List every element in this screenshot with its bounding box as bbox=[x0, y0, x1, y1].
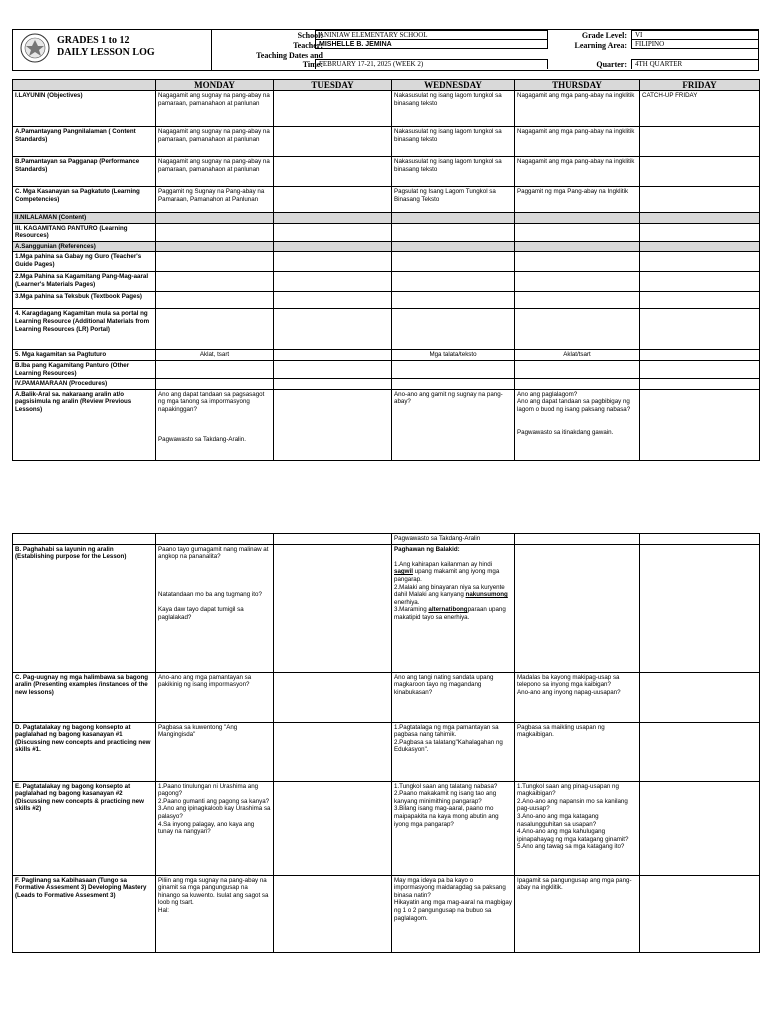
mon-cell bbox=[156, 223, 274, 241]
wed-cell bbox=[392, 252, 515, 272]
header-box bbox=[12, 29, 759, 71]
dates-label-1: Teaching Dates and bbox=[256, 51, 323, 60]
thu-cell bbox=[515, 360, 640, 378]
row-label: II.NILALAMAN (Content) bbox=[13, 213, 156, 224]
table-row bbox=[13, 213, 760, 224]
title-line2: DAILY LESSON LOG bbox=[57, 47, 155, 58]
mon-cell: Pagbasa sa kuwentong "Ang Mangingisda" bbox=[156, 722, 274, 781]
wed-cell bbox=[392, 292, 515, 309]
row-label: 5. Mga kagamitan sa Pagtuturo bbox=[13, 350, 156, 361]
wed-cell bbox=[392, 360, 515, 378]
day-header-thursday: THURSDAY bbox=[515, 80, 640, 91]
mon-cell bbox=[156, 292, 274, 309]
thu-cell bbox=[515, 241, 640, 252]
wed-cell bbox=[392, 241, 515, 252]
lesson-log-table-2 bbox=[12, 533, 760, 953]
mon-cell bbox=[156, 309, 274, 350]
underlined-word: alternatibong bbox=[428, 606, 468, 614]
wed-cell: Pagwawasto sa Takdang-Aralin bbox=[392, 534, 515, 545]
thu-cell: 1.Tungkol saan ang pinag-usapan ng magkaibigan? 2.Ano-ano ang napansin mo sa kanilang pag-uusap? 3.Ano-ano ang mga katagang nasalungguhitan sa usapan? 4.Ano-ano ang mga kahulugang ipinapahayag ng mga katagang ginamit? 5.Ano ang tawag sa mga katagang ito? bbox=[515, 781, 640, 875]
thu-cell: Nagagamit ang mga pang-abay na ingklitik bbox=[515, 157, 640, 187]
mon-cell: Piliin ang mga sugnay na pang-abay na ginamit sa mga pangungusap na hinango sa kuwento. Isulat ang sagot sa loob ng tsart. Hal: bbox=[156, 875, 274, 952]
row-label: A.Balik-Aral sa. nakaraang aralin at/o pagsisimula ng aralin (Review Previous Lessons) bbox=[13, 389, 156, 460]
fri-cell bbox=[640, 309, 760, 350]
row-label: IV.PAMAMARAAN (Procedures) bbox=[13, 379, 156, 390]
row-label: C. Mga Kasanayan sa Pagkatuto (Learning Competencies) bbox=[13, 187, 156, 213]
row-label: F. Paglinang sa Kabihasaan (Tungo sa Formative Assesment 3) Developing Mastery (Leads to Formative Assesment 3) bbox=[13, 875, 156, 952]
tue-cell bbox=[274, 875, 392, 952]
wed-cell: May mga ideya pa ba kayo o impormasyong maidaragdag sa paksang binasa natin? Hikayatin ang mga mag-aaral na magbigay ng 1 o 2 pangungusap na bubuo sa paglalagom. bbox=[392, 875, 515, 952]
day-header-wednesday: WEDNESDAY bbox=[392, 80, 515, 91]
balakid-item: 1.Ang kahirapan kailanman ay hindi sagwil upang makamit ang iyong mga pangarap. bbox=[394, 560, 500, 583]
tue-cell bbox=[274, 223, 392, 241]
thu-cell bbox=[515, 309, 640, 350]
wed-cell: Pagsulat ng Isang Lagom Tungkol sa Binasang Teksto bbox=[392, 187, 515, 213]
thu-cell bbox=[515, 292, 640, 309]
fri-cell bbox=[640, 360, 760, 378]
thu-cell bbox=[515, 252, 640, 272]
mon-cell: Ano-ano ang mga pamantayan sa pakikinig ng isang impormasyon? bbox=[156, 672, 274, 722]
fri-cell bbox=[640, 292, 760, 309]
mon-cell: Paano tayo gumagamit nang malinaw at angkop na pananalita? Natatandaan mo ba ang tugmang ito? Kaya daw tayo dapat tumigil sa paglalakad? bbox=[156, 544, 274, 672]
mon-cell: Paggamit ng Sugnay na Pang-abay na Pamaraan, Pamanahon at Panlunan bbox=[156, 187, 274, 213]
tue-cell bbox=[274, 350, 392, 361]
table-row bbox=[13, 534, 760, 545]
fri-cell bbox=[640, 241, 760, 252]
table-row bbox=[13, 544, 760, 672]
wed-cell bbox=[392, 379, 515, 390]
grade-value: VI bbox=[631, 30, 759, 40]
wed-cell: Nakasusulat ng isang lagom tungkol sa binasang teksto bbox=[392, 91, 515, 127]
table-row bbox=[13, 781, 760, 875]
school-label: School: bbox=[297, 31, 323, 40]
thu-cell: Pagbasa sa maikling usapan ng magkaibigan. bbox=[515, 722, 640, 781]
balakid-title: Paghawan ng Balakid: bbox=[394, 545, 460, 553]
fri-cell bbox=[640, 127, 760, 157]
mon-cell: 1.Paano tinulungan ni Urashima ang pagong? 2.Paano gumanti ang pagong sa kanya? 3.Ano ang ipinagkaloob kay Urashima sa palasyo? 4.Sa inyong palagay, ano kaya ang tunay na nangyari? bbox=[156, 781, 274, 875]
thu-cell bbox=[515, 272, 640, 292]
fri-cell bbox=[640, 379, 760, 390]
fri-cell bbox=[640, 252, 760, 272]
thu-cell: Nagagamit ang mga pang-abay na ingklitik bbox=[515, 91, 640, 127]
row-label: 4. Karagdagang Kagamitan mula sa portal ng Learning Resource (Additional Materials from Learning Resources (LR) Portal) bbox=[13, 309, 156, 350]
thu-cell: Paggamit ng mga Pang-abay na Ingklitik bbox=[515, 187, 640, 213]
wed-cell: Nakasusulat ng isang lagom tungkol sa binasang teksto bbox=[392, 157, 515, 187]
balakid-item: 3.Maraming alternatibongparaan upang makatipid tayo sa enerhiya. bbox=[394, 606, 506, 621]
thu-cell bbox=[515, 223, 640, 241]
table-row bbox=[13, 91, 760, 127]
tue-cell bbox=[274, 722, 392, 781]
mon-cell bbox=[156, 379, 274, 390]
fri-cell bbox=[640, 875, 760, 952]
tue-cell bbox=[274, 781, 392, 875]
dates-label-2: Time: bbox=[302, 60, 323, 69]
school-value: ANINIAW ELEMENTARY SCHOOL bbox=[315, 30, 548, 40]
wed-cell bbox=[392, 223, 515, 241]
mon-cell: Aklat, tsart bbox=[156, 350, 274, 361]
teacher-value: MISHELLE B. JEMINA bbox=[315, 39, 548, 49]
fri-cell bbox=[640, 213, 760, 224]
table-row bbox=[13, 360, 760, 378]
mon-cell: Ano ang dapat tandaan sa pagsasagot ng mga tanong sa impormasyong napakinggan? Pagwawasto sa Takdang-Aralin. bbox=[156, 389, 274, 460]
tue-cell bbox=[274, 127, 392, 157]
thu-cell bbox=[515, 213, 640, 224]
tue-cell bbox=[274, 252, 392, 272]
tue-cell bbox=[274, 187, 392, 213]
row-label: A.Pamantayang Pangnilalaman ( Content Standards) bbox=[13, 127, 156, 157]
area-label: Learning Area: bbox=[574, 41, 627, 50]
wed-cell: Nakasusulat ng isang lagom tungkol sa binasang teksto bbox=[392, 127, 515, 157]
mon-cell: Nagagamit ang sugnay na pang-abay na pamaraan, pamanahaon at panlunan bbox=[156, 127, 274, 157]
thu-cell: Ipagamit sa pangungusap ang mga pang-abay na ingklitik. bbox=[515, 875, 640, 952]
table-row bbox=[13, 672, 760, 722]
tue-cell bbox=[274, 379, 392, 390]
wed-cell: 1.Pagtatalaga ng mga pamantayan sa pagbasa nang tahimik. 2.Pagbasa sa talatang"Kahalagahan ng Edukasyon". bbox=[392, 722, 515, 781]
thu-cell bbox=[515, 379, 640, 390]
row-label: C. Pag-uugnay ng mga halimbawa sa bagong aralin (Presenting examples /instances of the new lessons) bbox=[13, 672, 156, 722]
table-row bbox=[13, 157, 760, 187]
fri-cell: CATCH-UP FRIDAY bbox=[640, 91, 760, 127]
table-row bbox=[13, 309, 760, 350]
wed-cell bbox=[392, 309, 515, 350]
thu-cell: Nagagamit ang mga pang-abay na ingklitik bbox=[515, 127, 640, 157]
day-header-monday: MONDAY bbox=[156, 80, 274, 91]
tue-cell bbox=[274, 360, 392, 378]
table-row bbox=[13, 252, 760, 272]
mon-cell: Nagagamit ang sugnay na pang-abay na pamaraan, pamanahaon at panlunan bbox=[156, 157, 274, 187]
quarter-value: 4TH QUARTER bbox=[631, 59, 759, 69]
tue-cell bbox=[274, 292, 392, 309]
tue-cell bbox=[274, 272, 392, 292]
wed-cell: 1.Tungkol saan ang talatang nabasa? 2.Paano makakamit ng isang tao ang kanyang minimithing pangarap? 3.Bilang isang mag-aaral, paano mo maipapakita na kaya mong abutin ang iyong mga pangarap? bbox=[392, 781, 515, 875]
row-label: B.Iba pang Kagamitang Panturo (Other Learning Resources) bbox=[13, 360, 156, 378]
thu-cell: Madalas ba kayong makipag-usap sa telepono sa inyong mga kaibigan? Ano-ano ang inyong napag-uusapan? bbox=[515, 672, 640, 722]
tue-cell bbox=[274, 91, 392, 127]
fri-cell bbox=[640, 672, 760, 722]
row-label: 3.Mga pahina sa Teksbuk (Textbook Pages) bbox=[13, 292, 156, 309]
row-label: B.Pamantayan sa Pagganap (Performance Standards) bbox=[13, 157, 156, 187]
table-row bbox=[13, 272, 760, 292]
row-label: A.Sanggunian (References) bbox=[13, 241, 156, 252]
mon-cell: Nagagamit ang sugnay na pang-abay na pamaraan, pamanahaon at panlunan bbox=[156, 91, 274, 127]
tue-cell bbox=[274, 672, 392, 722]
wed-cell bbox=[392, 213, 515, 224]
row-label: 1.Mga pahina sa Gabay ng Guro (Teacher's Guide Pages) bbox=[13, 252, 156, 272]
tue-cell bbox=[274, 241, 392, 252]
underlined-word: sagwil bbox=[394, 568, 413, 576]
mon-cell bbox=[156, 252, 274, 272]
grade-label: Grade Level: bbox=[581, 31, 627, 40]
dates-value: FEBRUARY 17-21, 2025 (WEEK 2) bbox=[315, 59, 548, 69]
wed-cell bbox=[392, 544, 515, 672]
fri-cell bbox=[640, 389, 760, 460]
table-row bbox=[13, 187, 760, 213]
mon-cell bbox=[156, 213, 274, 224]
wed-cell: Ano ang tangi nating sandata upang magkaroon tayo ng magandang kinabukasan? bbox=[392, 672, 515, 722]
underlined-word: nakunsumong bbox=[465, 591, 508, 599]
mon-cell bbox=[156, 360, 274, 378]
title-cell bbox=[13, 30, 212, 70]
row-label: III. KAGAMITANG PANTURO (Learning Resources) bbox=[13, 223, 156, 241]
tue-cell bbox=[274, 157, 392, 187]
balakid-item: 2.Malaki ang binayaran niya sa kuryente dahil Malaki ang kanyang nakunsumong enerhiya. bbox=[394, 583, 508, 606]
fri-cell bbox=[640, 187, 760, 213]
row-label: B. Paghahabi sa layunin ng aralin (Establishing purpose for the Lesson) bbox=[13, 544, 156, 672]
wed-cell bbox=[392, 272, 515, 292]
thu-cell: Aklat/tsart bbox=[515, 350, 640, 361]
fri-cell bbox=[640, 722, 760, 781]
row-label: I.LAYUNIN (Objectives) bbox=[13, 91, 156, 127]
area-value: FILIPINO bbox=[631, 39, 759, 49]
lesson-log-table-1 bbox=[12, 79, 760, 461]
tue-cell bbox=[274, 309, 392, 350]
thu-cell: Ano ang paglalagom? Ano ang dapat tandaan sa pagbibigay ng lagom o buod ng isang paksang nabasa? Pagwawasto sa itinakdang gawain. bbox=[515, 389, 640, 460]
teacher-label: Teacher: bbox=[293, 41, 323, 50]
wed-cell: Mga talata/teksto bbox=[392, 350, 515, 361]
fri-cell bbox=[640, 223, 760, 241]
mon-cell bbox=[156, 241, 274, 252]
table-row bbox=[13, 127, 760, 157]
wed-cell: Ano-ano ang gamit ng sugnay na pang-abay? bbox=[392, 389, 515, 460]
tue-cell bbox=[274, 213, 392, 224]
fri-cell bbox=[640, 350, 760, 361]
mon-cell bbox=[156, 272, 274, 292]
table-row bbox=[13, 389, 760, 460]
table-row bbox=[13, 223, 760, 241]
table-row bbox=[13, 292, 760, 309]
table-row bbox=[13, 241, 760, 252]
table-row bbox=[13, 875, 760, 952]
tue-cell bbox=[274, 389, 392, 460]
quarter-label: Quarter: bbox=[596, 60, 627, 69]
tue-cell bbox=[274, 544, 392, 672]
table-row bbox=[13, 350, 760, 361]
corner-cell bbox=[13, 80, 156, 91]
row-label: E. Pagtatalakay ng bagong konsepto at paglalahad ng bagong kasanayan #2 (Discussing new concepts & practicing new skills #2) bbox=[13, 781, 156, 875]
deped-seal-icon bbox=[20, 33, 50, 63]
fri-cell bbox=[640, 272, 760, 292]
table-row bbox=[13, 379, 760, 390]
fri-cell bbox=[640, 157, 760, 187]
thu-cell bbox=[515, 544, 640, 672]
table-row bbox=[13, 722, 760, 781]
fri-cell bbox=[640, 544, 760, 672]
fri-cell bbox=[640, 781, 760, 875]
row-label: 2.Mga Pahina sa Kagamitang Pang-Mag-aaral (Learner's Materials Pages) bbox=[13, 272, 156, 292]
title-line1: GRADES 1 to 12 bbox=[57, 35, 130, 46]
day-header-tuesday: TUESDAY bbox=[274, 80, 392, 91]
day-header-friday: FRIDAY bbox=[640, 80, 760, 91]
row-label: D. Pagtatalakay ng bagong konsepto at paglalahad ng bagong kasanayan #1 (Discussing new concepts and practicing new skills #1. bbox=[13, 722, 156, 781]
